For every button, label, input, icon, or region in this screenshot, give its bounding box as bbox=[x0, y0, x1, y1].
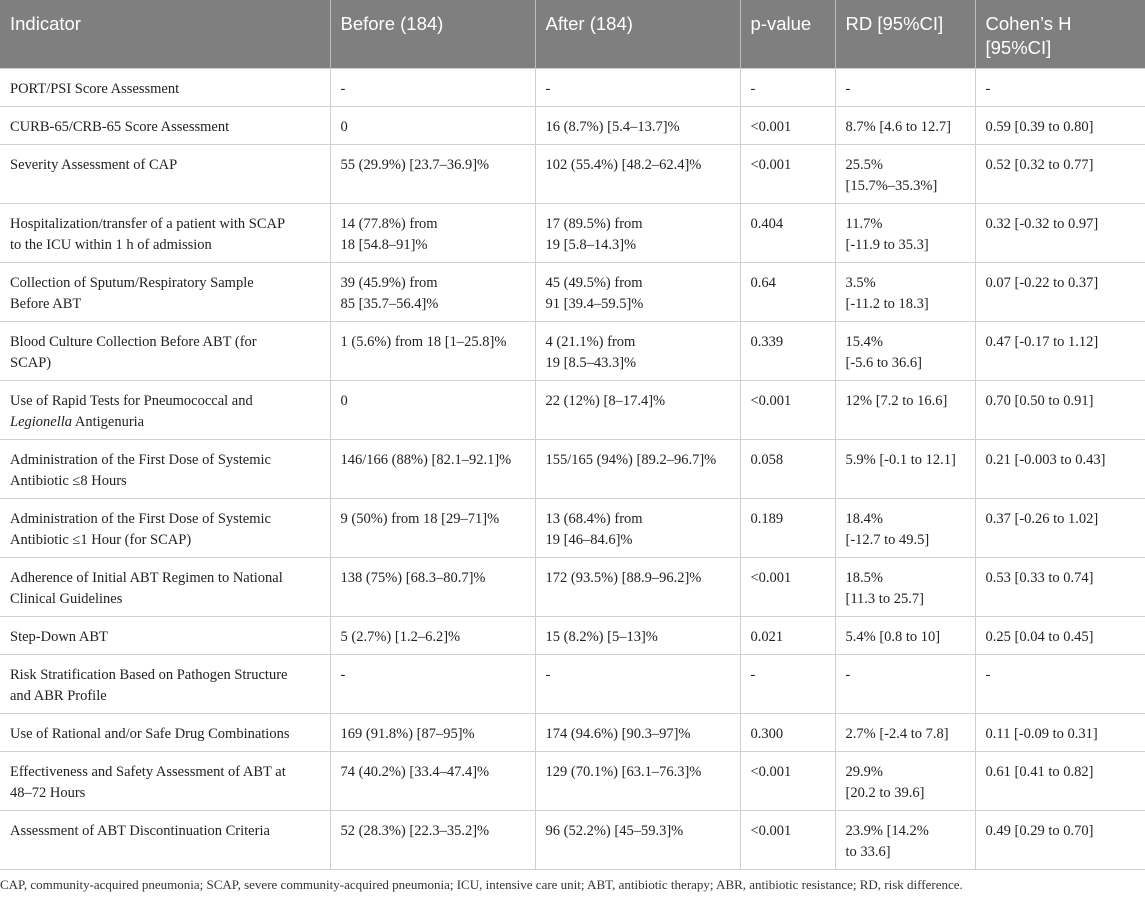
cell-after: 172 (93.5%) [88.9–96.2]% bbox=[535, 558, 740, 617]
cell-p-value: <0.001 bbox=[740, 145, 835, 204]
table-row bbox=[0, 440, 1145, 499]
table-row bbox=[0, 617, 1145, 655]
indicator-text-a: Use of Rapid Tests for Pneumococcal and bbox=[10, 393, 253, 409]
cell-indicator: Administration of the First Dose of Systemic Antibiotic ≤1 Hour (for SCAP) bbox=[0, 499, 330, 558]
table-row bbox=[0, 558, 1145, 617]
cell-p-value: - bbox=[740, 655, 835, 714]
cell-before: 169 (91.8%) [87–95]% bbox=[330, 714, 535, 752]
cell-indicator: Adherence of Initial ABT Regimen to National Clinical Guidelines bbox=[0, 558, 330, 617]
cell-after: 96 (52.2%) [45–59.3]% bbox=[535, 811, 740, 870]
cell-after: 45 (49.5%) from 91 [39.4–59.5]% bbox=[535, 263, 740, 322]
cell-cohens-h: 0.61 [0.41 to 0.82] bbox=[975, 752, 1145, 811]
header-p-value: p-value bbox=[740, 0, 835, 69]
cell-cohens-h: 0.21 [-0.003 to 0.43] bbox=[975, 440, 1145, 499]
cell-p-value: 0.64 bbox=[740, 263, 835, 322]
table-row bbox=[0, 752, 1145, 811]
cell-indicator bbox=[0, 381, 330, 440]
cell-before: 146/166 (88%) [82.1–92.1]% bbox=[330, 440, 535, 499]
cell-before: - bbox=[330, 69, 535, 107]
table-row bbox=[0, 811, 1145, 870]
cell-before: 55 (29.9%) [23.7–36.9]% bbox=[330, 145, 535, 204]
cell-rd: 3.5% [-11.2 to 18.3] bbox=[835, 263, 975, 322]
indicator-text-b: Antigenuria bbox=[72, 414, 145, 430]
indicator-text-italic: Legionella bbox=[10, 414, 73, 430]
cell-p-value: <0.001 bbox=[740, 752, 835, 811]
cell-cohens-h: - bbox=[975, 655, 1145, 714]
cell-before: 74 (40.2%) [33.4–47.4]% bbox=[330, 752, 535, 811]
cell-cohens-h: 0.32 [-0.32 to 0.97] bbox=[975, 204, 1145, 263]
cell-p-value: 0.021 bbox=[740, 617, 835, 655]
cell-rd: 2.7% [-2.4 to 7.8] bbox=[835, 714, 975, 752]
cell-cohens-h: 0.70 [0.50 to 0.91] bbox=[975, 381, 1145, 440]
cell-rd: 5.9% [-0.1 to 12.1] bbox=[835, 440, 975, 499]
cell-indicator: Effectiveness and Safety Assessment of ABT at 48–72 Hours bbox=[0, 752, 330, 811]
cell-after: 4 (21.1%) from 19 [8.5–43.3]% bbox=[535, 322, 740, 381]
header-indicator: Indicator bbox=[0, 0, 330, 69]
cell-after: - bbox=[535, 69, 740, 107]
header-after: After (184) bbox=[535, 0, 740, 69]
cell-indicator: CURB-65/CRB-65 Score Assessment bbox=[0, 107, 330, 145]
cell-before: 0 bbox=[330, 107, 535, 145]
header-before: Before (184) bbox=[330, 0, 535, 69]
cell-rd: 29.9% [20.2 to 39.6] bbox=[835, 752, 975, 811]
table-row bbox=[0, 499, 1145, 558]
cell-after: - bbox=[535, 655, 740, 714]
cell-cohens-h: 0.52 [0.32 to 0.77] bbox=[975, 145, 1145, 204]
cell-cohens-h: 0.11 [-0.09 to 0.31] bbox=[975, 714, 1145, 752]
cell-p-value: <0.001 bbox=[740, 558, 835, 617]
cell-before: 0 bbox=[330, 381, 535, 440]
cell-rd: 18.4% [-12.7 to 49.5] bbox=[835, 499, 975, 558]
cell-p-value: 0.300 bbox=[740, 714, 835, 752]
cell-cohens-h: 0.47 [-0.17 to 1.12] bbox=[975, 322, 1145, 381]
cell-indicator: Use of Rational and/or Safe Drug Combinations bbox=[0, 714, 330, 752]
header-cohens-h: Cohen’s H [95%CI] bbox=[975, 0, 1145, 69]
cell-after: 16 (8.7%) [5.4–13.7]% bbox=[535, 107, 740, 145]
cell-cohens-h: 0.07 [-0.22 to 0.37] bbox=[975, 263, 1145, 322]
cell-rd: 23.9% [14.2% to 33.6] bbox=[835, 811, 975, 870]
table-row bbox=[0, 107, 1145, 145]
table-footnote: CAP, community-acquired pneumonia; SCAP, severe community-acquired pneumonia; ICU, intensive care unit; ABT, antibiotic therapy; ABR, antibiotic resistance; RD, risk difference. bbox=[0, 877, 963, 892]
cell-cohens-h: - bbox=[975, 69, 1145, 107]
cell-before: 9 (50%) from 18 [29–71]% bbox=[330, 499, 535, 558]
cell-p-value: 0.339 bbox=[740, 322, 835, 381]
table-row bbox=[0, 322, 1145, 381]
cell-p-value: <0.001 bbox=[740, 811, 835, 870]
cell-p-value: 0.058 bbox=[740, 440, 835, 499]
header-row bbox=[0, 0, 1145, 69]
cell-cohens-h: 0.49 [0.29 to 0.70] bbox=[975, 811, 1145, 870]
cell-rd: - bbox=[835, 69, 975, 107]
cell-rd: 18.5% [11.3 to 25.7] bbox=[835, 558, 975, 617]
cell-indicator: Assessment of ABT Discontinuation Criteria bbox=[0, 811, 330, 870]
cell-indicator: Severity Assessment of CAP bbox=[0, 145, 330, 204]
table-row bbox=[0, 714, 1145, 752]
cell-after: 13 (68.4%) from 19 [46–84.6]% bbox=[535, 499, 740, 558]
cell-before: - bbox=[330, 655, 535, 714]
cell-indicator: Hospitalization/transfer of a patient with SCAP to the ICU within 1 h of admission bbox=[0, 204, 330, 263]
cell-indicator: Collection of Sputum/Respiratory Sample Before ABT bbox=[0, 263, 330, 322]
cell-rd: 5.4% [0.8 to 10] bbox=[835, 617, 975, 655]
cell-before: 39 (45.9%) from 85 [35.7–56.4]% bbox=[330, 263, 535, 322]
cell-p-value: - bbox=[740, 69, 835, 107]
cell-after: 22 (12%) [8–17.4]% bbox=[535, 381, 740, 440]
cell-after: 155/165 (94%) [89.2–96.7]% bbox=[535, 440, 740, 499]
cell-cohens-h: 0.25 [0.04 to 0.45] bbox=[975, 617, 1145, 655]
cell-before: 14 (77.8%) from 18 [54.8–91]% bbox=[330, 204, 535, 263]
header-rd: RD [95%CI] bbox=[835, 0, 975, 69]
cell-indicator: PORT/PSI Score Assessment bbox=[0, 69, 330, 107]
cell-rd: 11.7% [-11.9 to 35.3] bbox=[835, 204, 975, 263]
cell-cohens-h: 0.53 [0.33 to 0.74] bbox=[975, 558, 1145, 617]
cell-p-value: <0.001 bbox=[740, 381, 835, 440]
cell-indicator: Risk Stratification Based on Pathogen Structure and ABR Profile bbox=[0, 655, 330, 714]
cell-rd: - bbox=[835, 655, 975, 714]
cell-rd: 25.5% [15.7%–35.3%] bbox=[835, 145, 975, 204]
cell-rd: 8.7% [4.6 to 12.7] bbox=[835, 107, 975, 145]
table-row bbox=[0, 655, 1145, 714]
cell-before: 5 (2.7%) [1.2–6.2]% bbox=[330, 617, 535, 655]
cell-rd: 12% [7.2 to 16.6] bbox=[835, 381, 975, 440]
cell-indicator: Blood Culture Collection Before ABT (for SCAP) bbox=[0, 322, 330, 381]
cell-after: 15 (8.2%) [5–13]% bbox=[535, 617, 740, 655]
cell-indicator: Administration of the First Dose of Systemic Antibiotic ≤8 Hours bbox=[0, 440, 330, 499]
cell-cohens-h: 0.59 [0.39 to 0.80] bbox=[975, 107, 1145, 145]
table-row bbox=[0, 204, 1145, 263]
cell-indicator: Step-Down ABT bbox=[0, 617, 330, 655]
cell-after: 102 (55.4%) [48.2–62.4]% bbox=[535, 145, 740, 204]
table-row bbox=[0, 381, 1145, 440]
table-row bbox=[0, 145, 1145, 204]
cell-cohens-h: 0.37 [-0.26 to 1.02] bbox=[975, 499, 1145, 558]
cell-before: 52 (28.3%) [22.3–35.2]% bbox=[330, 811, 535, 870]
table-row bbox=[0, 263, 1145, 322]
cell-p-value: <0.001 bbox=[740, 107, 835, 145]
cell-after: 129 (70.1%) [63.1–76.3]% bbox=[535, 752, 740, 811]
table-row bbox=[0, 69, 1145, 107]
cell-before: 1 (5.6%) from 18 [1–25.8]% bbox=[330, 322, 535, 381]
cell-after: 17 (89.5%) from 19 [5.8–14.3]% bbox=[535, 204, 740, 263]
cell-rd: 15.4% [-5.6 to 36.6] bbox=[835, 322, 975, 381]
cell-after: 174 (94.6%) [90.3–97]% bbox=[535, 714, 740, 752]
cell-p-value: 0.189 bbox=[740, 499, 835, 558]
cell-before: 138 (75%) [68.3–80.7]% bbox=[330, 558, 535, 617]
cell-p-value: 0.404 bbox=[740, 204, 835, 263]
